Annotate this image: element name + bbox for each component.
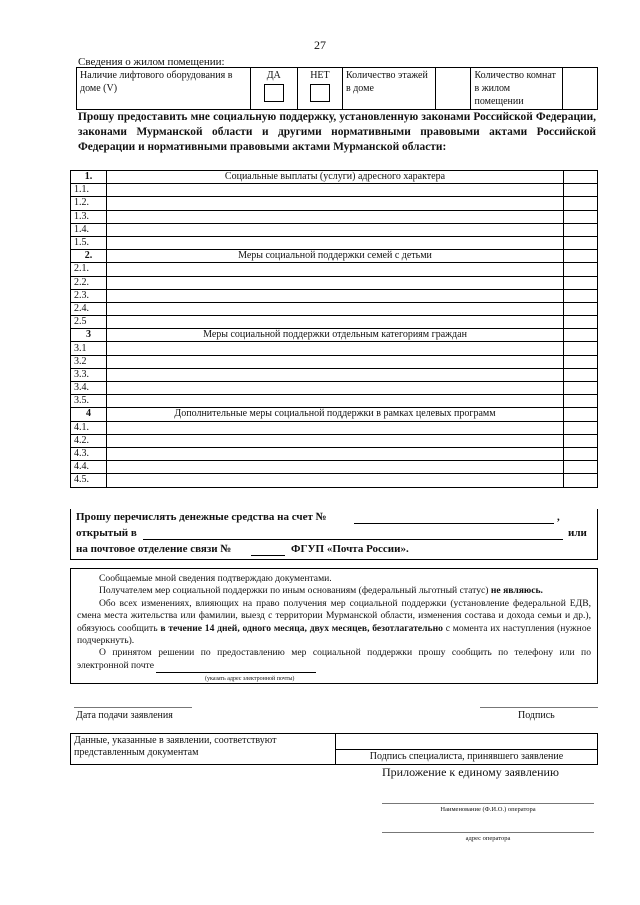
row-measure-field[interactable] xyxy=(107,184,564,197)
date-label: Дата подачи заявления xyxy=(76,710,173,721)
row-number: 1.5. xyxy=(71,236,107,249)
housing-table xyxy=(76,67,598,110)
confirmation-box xyxy=(70,568,598,684)
row-number: 4.2. xyxy=(71,434,107,447)
measure-row xyxy=(71,276,598,289)
measure-row xyxy=(71,461,598,474)
measure-row xyxy=(71,263,598,276)
row-measure-field[interactable] xyxy=(107,302,564,315)
yes-checkbox[interactable] xyxy=(264,84,284,102)
row-number: 1.4. xyxy=(71,223,107,236)
yes-cell xyxy=(250,68,297,110)
row-value-field[interactable] xyxy=(564,263,598,276)
row-value-field[interactable] xyxy=(564,447,598,460)
bank-name-field[interactable] xyxy=(143,539,563,540)
page-number: 27 xyxy=(314,38,326,52)
row-number: 3.3. xyxy=(71,368,107,381)
row-measure-field[interactable] xyxy=(107,382,564,395)
row-measure-field[interactable] xyxy=(107,421,564,434)
section-value-cell[interactable] xyxy=(564,408,598,421)
post-office-suffix: ФГУП «Почта России». xyxy=(291,543,409,555)
no-label: НЕТ xyxy=(310,70,330,81)
confirm-p3: Обо всех изменениях, влияющих на право получения мер социальной поддержки (установление федеральной ЕДВ, смена места жительства или фамилии, выезд с территории Мурманской области, изменения состава и дохода семьи и др.), обязуюсь сообщить в течение 14 дней, одного месяца, двух месяцев, безотлагательно с момента их наступления (нужное подчеркнуть). xyxy=(77,597,591,647)
measures-table xyxy=(70,170,598,488)
measure-row xyxy=(71,355,598,368)
section-value-cell[interactable] xyxy=(564,329,598,342)
row-number: 2.1. xyxy=(71,263,107,276)
post-office-label: на почтовое отделение связи № xyxy=(76,543,232,555)
account-number-field[interactable] xyxy=(354,523,554,524)
transfer-comma: , xyxy=(557,511,560,523)
section-value-cell[interactable] xyxy=(564,250,598,263)
measure-row xyxy=(71,197,598,210)
section-label: Меры социальной поддержки отдельным категориям граждан xyxy=(107,329,564,342)
section-label: Меры социальной поддержки семей с детьми xyxy=(107,250,564,263)
row-measure-field[interactable] xyxy=(107,368,564,381)
email-field[interactable] xyxy=(156,660,316,673)
row-number: 2.4. xyxy=(71,302,107,315)
row-value-field[interactable] xyxy=(564,223,598,236)
section-number: 1. xyxy=(71,171,107,184)
row-measure-field[interactable] xyxy=(107,289,564,302)
row-measure-field[interactable] xyxy=(107,355,564,368)
rooms-label: Количество комнат в жилом помещении xyxy=(471,68,562,110)
row-measure-field[interactable] xyxy=(107,395,564,408)
measures-section-header xyxy=(71,408,598,421)
verification-left: Данные, указанные в заявлении, соответствуют представленным документам xyxy=(71,734,336,765)
email-hint: (указать адрес электронной почты) xyxy=(205,676,295,683)
row-value-field[interactable] xyxy=(564,382,598,395)
operator-address-line[interactable] xyxy=(382,832,594,833)
row-measure-field[interactable] xyxy=(107,474,564,487)
row-number: 2.5 xyxy=(71,316,107,329)
measure-row xyxy=(71,210,598,223)
row-number: 3.2 xyxy=(71,355,107,368)
measure-row xyxy=(71,474,598,487)
row-value-field[interactable] xyxy=(564,368,598,381)
section-number: 4 xyxy=(71,408,107,421)
row-value-field[interactable] xyxy=(564,210,598,223)
row-number: 3.4. xyxy=(71,382,107,395)
floors-input[interactable] xyxy=(436,68,471,110)
row-measure-field[interactable] xyxy=(107,197,564,210)
operator-name-line[interactable] xyxy=(382,803,594,804)
confirm-p2: Получателем мер социальной поддержки по иным основаниям (федеральный льготный статус) не являюсь. xyxy=(99,585,543,597)
row-value-field[interactable] xyxy=(564,355,598,368)
verification-right: Подпись специалиста, принявшего заявление xyxy=(336,750,598,765)
row-measure-field[interactable] xyxy=(107,434,564,447)
measure-row xyxy=(71,184,598,197)
operator-name-caption: Наименование (Ф.И.О.) оператора xyxy=(440,806,536,813)
post-office-number-field[interactable] xyxy=(251,555,285,556)
row-value-field[interactable] xyxy=(564,302,598,315)
confirm-p1: Сообщаемые мной сведения подтверждаю документами. xyxy=(99,573,332,584)
floors-label: Количество этажей в доме xyxy=(343,68,436,110)
operator-address-caption: адрес оператора xyxy=(465,835,511,842)
row-value-field[interactable] xyxy=(564,289,598,302)
signature-line[interactable] xyxy=(480,707,598,708)
row-value-field[interactable] xyxy=(564,434,598,447)
measure-row xyxy=(71,316,598,329)
row-number: 2.3. xyxy=(71,289,107,302)
yes-label: ДА xyxy=(266,70,281,81)
row-measure-field[interactable] xyxy=(107,316,564,329)
row-measure-field[interactable] xyxy=(107,236,564,249)
row-number: 2.2. xyxy=(71,276,107,289)
section-value-cell[interactable] xyxy=(564,171,598,184)
row-measure-field[interactable] xyxy=(107,210,564,223)
signature-label: Подпись xyxy=(518,710,555,721)
row-value-field[interactable] xyxy=(564,276,598,289)
row-value-field[interactable] xyxy=(564,184,598,197)
measure-row xyxy=(71,421,598,434)
row-measure-field[interactable] xyxy=(107,223,564,236)
measure-row xyxy=(71,236,598,249)
rooms-input[interactable] xyxy=(562,68,597,110)
verification-table xyxy=(70,733,598,765)
measure-row xyxy=(71,342,598,355)
row-measure-field[interactable] xyxy=(107,263,564,276)
row-measure-field[interactable] xyxy=(107,461,564,474)
row-measure-field[interactable] xyxy=(107,276,564,289)
no-checkbox[interactable] xyxy=(310,84,330,102)
date-line[interactable] xyxy=(74,707,192,708)
section-label: Социальные выплаты (услуги) адресного характера xyxy=(107,171,564,184)
measure-row xyxy=(71,395,598,408)
row-value-field[interactable] xyxy=(564,316,598,329)
row-number: 1.2. xyxy=(71,197,107,210)
section-number: 2. xyxy=(71,250,107,263)
row-value-field[interactable] xyxy=(564,474,598,487)
or-label: или xyxy=(568,527,587,539)
measure-row xyxy=(71,447,598,460)
transfer-section xyxy=(70,509,598,560)
measure-row xyxy=(71,368,598,381)
row-number: 1.1. xyxy=(71,184,107,197)
row-number: 4.4. xyxy=(71,461,107,474)
measure-row xyxy=(71,434,598,447)
measure-row xyxy=(71,382,598,395)
row-number: 4.1. xyxy=(71,421,107,434)
section-label: Дополнительные меры социальной поддержки в рамках целевых программ xyxy=(107,408,564,421)
row-value-field[interactable] xyxy=(564,395,598,408)
confirm-p4: О принятом решении по предоставлению мер социальной поддержки прошу сообщить по телефону или по электронной почте xyxy=(77,647,591,673)
row-value-field[interactable] xyxy=(564,197,598,210)
row-measure-field[interactable] xyxy=(107,447,564,460)
no-cell xyxy=(297,68,342,110)
row-value-field[interactable] xyxy=(564,236,598,249)
appendix-title: Приложение к единому заявлению xyxy=(382,765,559,779)
measure-row xyxy=(71,289,598,302)
measure-row xyxy=(71,302,598,315)
transfer-account-label: Прошу перечислять денежные средства на счет № xyxy=(76,511,327,523)
section-number: 3 xyxy=(71,329,107,342)
specialist-signature-field[interactable] xyxy=(336,734,598,750)
row-number: 3.1 xyxy=(71,342,107,355)
elevator-label: Наличие лифтового оборудования в доме (V) xyxy=(77,68,251,110)
row-value-field[interactable] xyxy=(564,421,598,434)
measures-section-header xyxy=(71,171,598,184)
row-value-field[interactable] xyxy=(564,461,598,474)
row-number: 1.3. xyxy=(71,210,107,223)
measure-row xyxy=(71,223,598,236)
row-value-field[interactable] xyxy=(564,342,598,355)
row-measure-field[interactable] xyxy=(107,342,564,355)
request-text: Прошу предоставить мне социальную поддержку, установленную законами Российской Федерации, законами Мурманской области и другими нормативными правовыми актами Российской Федерации и нормативными правовыми актами Мурманской области: xyxy=(78,111,596,153)
row-number: 4.5. xyxy=(71,474,107,487)
measures-section-header xyxy=(71,329,598,342)
row-number: 3.5. xyxy=(71,395,107,408)
bank-label: открытый в xyxy=(76,527,137,539)
measures-section-header xyxy=(71,250,598,263)
row-number: 4.3. xyxy=(71,447,107,460)
housing-section-title: Сведения о жилом помещении: xyxy=(78,56,225,68)
